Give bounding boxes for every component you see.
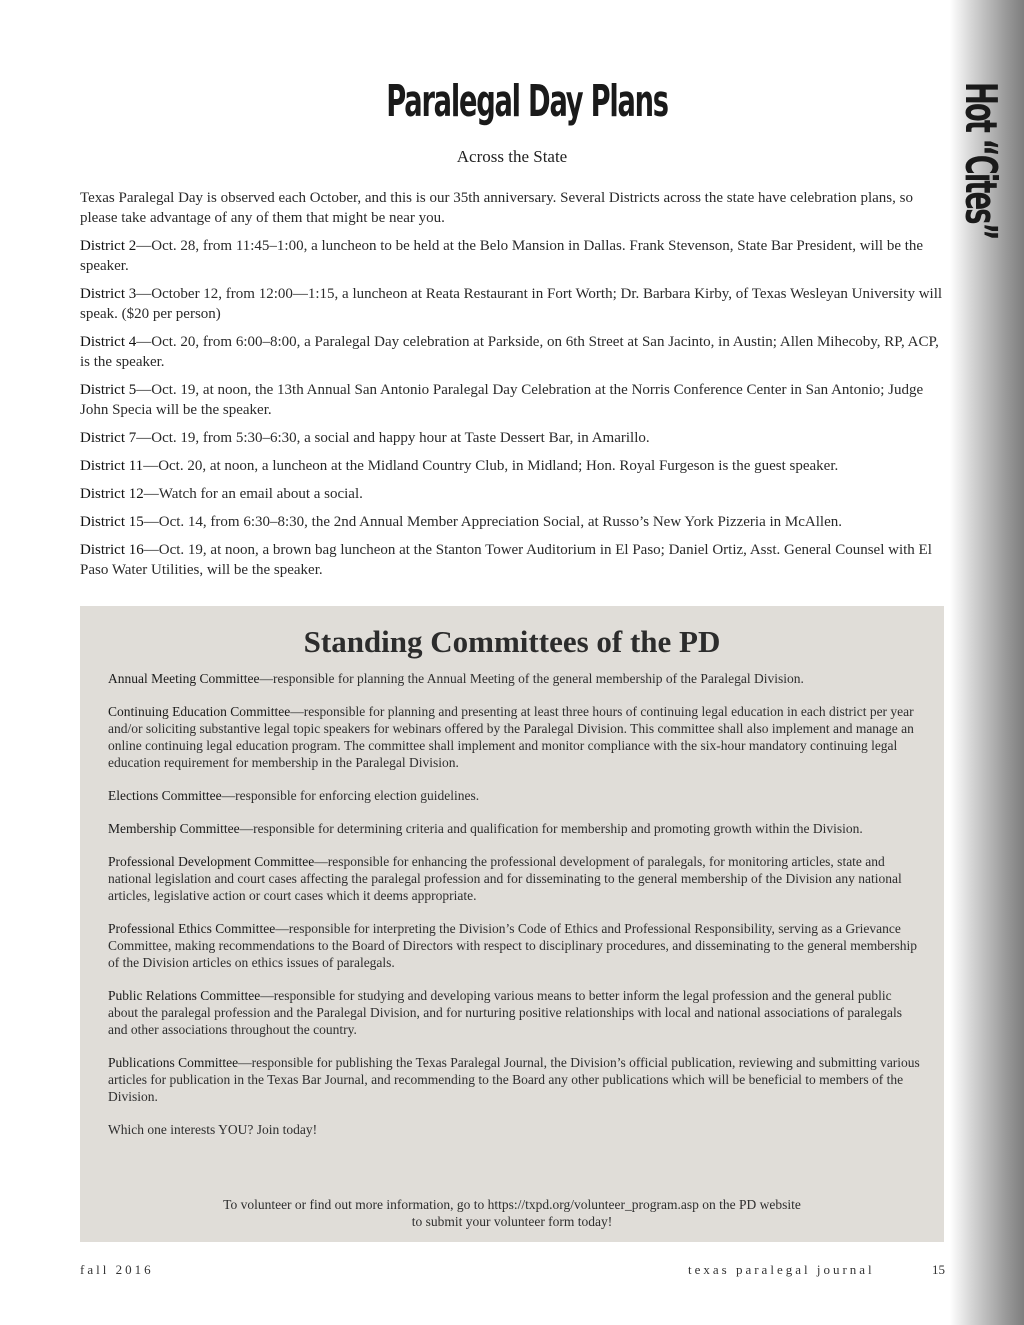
committee-item bbox=[108, 703, 920, 771]
district-text: —Oct. 20, from 6:00–8:00, a Paralegal Day celebration at Parkside, on 6th Street at San Jacinto, in Austin; Allen Mihecoby, RP, ACP, is the speaker. bbox=[80, 334, 939, 370]
district-item bbox=[80, 380, 950, 420]
footer-journal-name: texas paralegal journal bbox=[688, 1262, 875, 1277]
district-text: —October 12, from 12:00—1:15, a luncheon at Reata Restaurant in Fort Worth; Dr. Barbara Kirby, of Texas Wesleyan University will speak. ($20 per person) bbox=[80, 286, 943, 322]
committee-text: —responsible for studying and developing various means to better inform the legal profession and the general public about the paralegal profession and the Paralegal Division, and for nurturing positive relationships with local and national associations of paralegals and other associations throughout the country. bbox=[108, 988, 903, 1037]
district-item bbox=[80, 512, 950, 532]
article-body bbox=[80, 188, 950, 588]
district-item bbox=[80, 484, 950, 504]
district-name: District 4 bbox=[80, 334, 137, 350]
committees-heading: Standing Committees of the PD bbox=[303, 624, 721, 659]
committee-text: —responsible for planning and presenting at least three hours of continuing legal education in each district per year and/or soliciting substantive legal topic speakers for webinars offered by the Paralegal Division. This committee shall also implement and manage an online continuing legal education program. The committee shall implement and monitor compliance with the six-hour mandatory continuing legal education requirement for membership in the Paralegal Division. bbox=[108, 704, 914, 770]
committee-text: —responsible for enhancing the professional development of paralegals, for monitoring articles, state and national legislation and court cases affecting the paralegal profession and for disseminating to the general membership of the Division any national articles, legislative action or court cases which it deems appropriate. bbox=[108, 854, 902, 903]
district-name: District 16 bbox=[80, 542, 144, 558]
district-text: —Oct. 14, from 6:30–8:30, the 2nd Annual Member Appreciation Social, at Russo’s New York Pizzeria in McAllen. bbox=[143, 514, 842, 530]
district-name: District 12 bbox=[80, 486, 144, 502]
committee-item bbox=[108, 853, 920, 904]
committee-name: Public Relations Committee bbox=[108, 988, 261, 1003]
committee-item bbox=[108, 987, 920, 1038]
committee-item bbox=[108, 820, 920, 837]
volunteer-line-2: to submit your volunteer form today! bbox=[411, 1214, 613, 1229]
district-name: District 2 bbox=[80, 238, 137, 254]
committee-text: —responsible for publishing the Texas Paralegal Journal, the Division’s official publication, reviewing and submitting various articles for publication in the Texas Bar Journal, and recommending to the Board any other publications which will be beneficial to members of the Division. bbox=[108, 1055, 920, 1104]
committee-item bbox=[108, 670, 920, 687]
committee-name: Professional Ethics Committee bbox=[108, 921, 276, 936]
committee-text: —responsible for enforcing election guidelines. bbox=[221, 788, 480, 803]
committee-text: —responsible for planning the Annual Meeting of the general membership of the Paralegal Division. bbox=[259, 671, 804, 686]
footer-issue: fall 2016 bbox=[80, 1262, 154, 1277]
district-name: District 5 bbox=[80, 382, 137, 398]
committee-text: —responsible for determining criteria and qualification for membership and promoting growth within the Division. bbox=[239, 821, 863, 836]
district-name: District 11 bbox=[80, 458, 144, 474]
join-call-to-action: Which one interests YOU? Join today! bbox=[108, 1122, 318, 1137]
district-text: —Oct. 28, from 11:45–1:00, a luncheon to be held at the Belo Mansion in Dallas. Frank Stevenson, State Bar President, will be the speaker. bbox=[80, 238, 924, 274]
volunteer-info bbox=[80, 1196, 944, 1230]
district-name: District 15 bbox=[80, 514, 144, 530]
article-title-text: Paralegal Day Plans bbox=[386, 76, 668, 127]
committee-name: Membership Committee bbox=[108, 821, 240, 836]
volunteer-line-1: To volunteer or find out more information, go to https://txpd.org/volunteer_program.asp on the PD website bbox=[223, 1197, 801, 1212]
district-text: —Oct. 19, at noon, the 13th Annual San Antonio Paralegal Day Celebration at the Norris Conference Center in San Antonio; Judge John Specia will be the speaker. bbox=[80, 382, 924, 418]
district-item bbox=[80, 456, 950, 476]
district-item bbox=[80, 428, 950, 448]
district-text: —Oct. 19, from 5:30–6:30, a social and happy hour at Taste Dessert Bar, in Amarillo. bbox=[136, 430, 650, 446]
committee-text: —responsible for interpreting the Division’s Code of Ethics and Professional Responsibility, serving as a Grievance Committee, making recommendations to the Board of Directors with respect to disciplinary procedures, and disseminating to the general membership of the Division articles on ethics issues of paralegals. bbox=[108, 921, 918, 970]
section-label-vertical: Hot “Cites” bbox=[955, 82, 1006, 239]
district-text: —Watch for an email about a social. bbox=[143, 486, 363, 502]
district-text: —Oct. 20, at noon, a luncheon at the Midland Country Club, in Midland; Hon. Royal Furgeson is the guest speaker. bbox=[143, 458, 839, 474]
committee-name: Professional Development Committee bbox=[108, 854, 315, 869]
committee-item bbox=[108, 920, 920, 971]
district-item bbox=[80, 236, 950, 276]
article-title bbox=[300, 76, 724, 127]
district-name: District 7 bbox=[80, 430, 137, 446]
committee-name: Publications Committee bbox=[108, 1055, 239, 1070]
district-item bbox=[80, 540, 950, 580]
article-subtitle: Across the State bbox=[456, 147, 568, 166]
committee-item bbox=[108, 1054, 920, 1105]
district-text: —Oct. 19, at noon, a brown bag luncheon at the Stanton Tower Auditorium in El Paso; Daniel Ortiz, Asst. General Counsel with El Paso Water Utilities, will be the speaker. bbox=[80, 542, 932, 578]
committees-box bbox=[80, 606, 944, 1242]
committee-name: Continuing Education Committee bbox=[108, 704, 291, 719]
district-item bbox=[80, 332, 950, 372]
page-number: 15 bbox=[932, 1262, 945, 1277]
committee-item bbox=[108, 787, 920, 804]
committee-name: Elections Committee bbox=[108, 788, 222, 803]
intro-paragraph: Texas Paralegal Day is observed each October, and this is our 35th anniversary. Several Districts across the state have celebration plans, so please take advantage of any of them that might be near you. bbox=[80, 190, 913, 226]
district-name: District 3 bbox=[80, 286, 137, 302]
district-item bbox=[80, 284, 950, 324]
committees-list bbox=[108, 670, 920, 1154]
committee-name: Annual Meeting Committee bbox=[108, 671, 260, 686]
